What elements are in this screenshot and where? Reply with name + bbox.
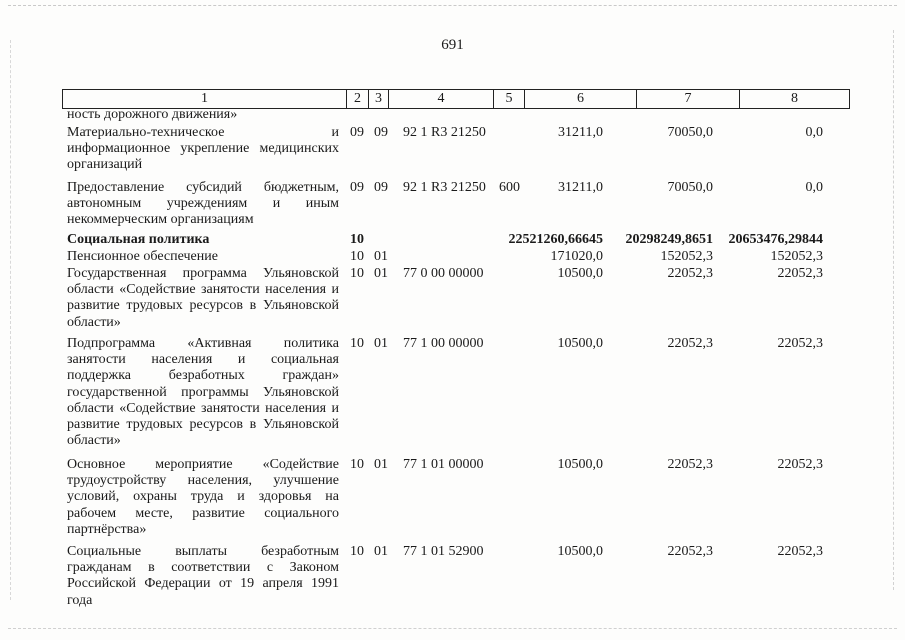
scan-border-top <box>8 5 897 6</box>
column-header-5: 5 <box>505 91 513 106</box>
row-value-col6: 10500,0 <box>557 336 603 351</box>
row-value-col7: 70050,0 <box>667 180 713 195</box>
scan-border-left <box>10 40 11 600</box>
row-section-code: 10 <box>350 232 364 247</box>
row-value-col8: 22052,3 <box>777 266 823 281</box>
row-section-code: 10 <box>350 544 364 559</box>
row-value-col8: 152052,3 <box>770 249 823 264</box>
row-value-col8: 22052,3 <box>777 544 823 559</box>
row-target-code: 77 1 01 00000 <box>403 457 484 472</box>
row-title: Пенсионное обеспечение <box>67 249 218 264</box>
row-value-col6: 31211,0 <box>558 180 603 195</box>
row-value-col6: 10500,0 <box>557 266 603 281</box>
row-target-code: 77 1 00 00000 <box>403 336 484 351</box>
column-header-1: 1 <box>201 91 208 106</box>
row-value-col8: 22052,3 <box>777 457 823 472</box>
row-value-col6: 171020,0 <box>550 249 603 264</box>
row-value-col6: 31211,0 <box>558 125 603 140</box>
row-expense-type: 600 <box>499 180 520 195</box>
row-value-col6: 22521260,66645 <box>508 232 603 247</box>
row-value-col7: 22052,3 <box>667 457 713 472</box>
row-value-col7: 22052,3 <box>667 266 713 281</box>
column-header-8: 8 <box>791 91 798 106</box>
row-value-col7: 22052,3 <box>667 336 713 351</box>
column-header-2: 2 <box>354 91 361 106</box>
row-value-col6: 10500,0 <box>557 544 603 559</box>
row-title: Подпрограмма «Активная политика занятости населения и социальная поддержка безработных граждан» государственной программы Ульяновской области «Содействие занятости населения и развитие трудовых ресурсов в Ульяновской области» <box>67 336 339 449</box>
row-title: Основное мероприятие «Содействие трудоустройству населения, улучшение условий, охраны труда и здоровья на рабочем месте, развитие социального партнёрства» <box>67 457 339 537</box>
row-title: Материально-техническое и информационное укрепление медицинских организаций <box>67 125 339 173</box>
row-title: Социальная политика <box>67 232 210 247</box>
scan-border-bottom <box>8 628 897 629</box>
row-target-code: 92 1 R3 21250 <box>403 125 486 140</box>
row-title: Предоставление субсидий бюджетным, автономным учреждениям и иным некоммерческим организациям <box>67 180 339 228</box>
column-header-3: 3 <box>375 91 382 106</box>
row-value-col7: 152052,3 <box>660 249 713 264</box>
column-header-4: 4 <box>437 91 445 106</box>
column-header-7: 7 <box>684 91 692 106</box>
row-value-col6: 10500,0 <box>557 457 603 472</box>
row-section-code: 10 <box>350 336 364 351</box>
row-target-code: 92 1 R3 21250 <box>403 180 486 195</box>
row-section-code: 09 <box>350 180 364 195</box>
row-title: ность дорожного движения» <box>67 107 238 122</box>
row-section-code: 10 <box>350 457 364 472</box>
row-subsection-code: 09 <box>374 180 388 195</box>
row-section-code: 09 <box>350 125 364 140</box>
row-value-col8: 22052,3 <box>777 336 823 351</box>
row-subsection-code: 01 <box>374 457 388 472</box>
row-section-code: 10 <box>350 249 364 264</box>
row-value-col7: 70050,0 <box>667 125 713 140</box>
page-number: 691 <box>441 37 464 53</box>
row-value-col8: 0,0 <box>805 125 823 140</box>
row-target-code: 77 0 00 00000 <box>403 266 484 281</box>
row-subsection-code: 01 <box>374 544 388 559</box>
row-subsection-code: 09 <box>374 125 388 140</box>
column-header-6: 6 <box>577 91 584 106</box>
row-section-code: 10 <box>350 266 364 281</box>
row-title: Государственная программа Ульяновской области «Содействие занятости населения и развитие трудовых ресурсов в Ульяновской области» <box>67 266 339 330</box>
row-subsection-code: 01 <box>374 336 388 351</box>
table-header <box>62 89 850 109</box>
row-title: Социальные выплаты безработным гражданам в соответствии с Законом Российской Федерации от 19 апреля 1991 года <box>67 544 339 608</box>
row-value-col7: 20298249,8651 <box>625 232 713 247</box>
row-target-code: 77 1 01 52900 <box>403 544 484 559</box>
scan-border-right <box>893 30 894 590</box>
row-value-col8: 20653476,29844 <box>728 232 823 247</box>
row-value-col7: 22052,3 <box>667 544 713 559</box>
row-subsection-code: 01 <box>374 266 388 281</box>
row-subsection-code: 01 <box>374 249 388 264</box>
row-value-col8: 0,0 <box>805 180 823 195</box>
